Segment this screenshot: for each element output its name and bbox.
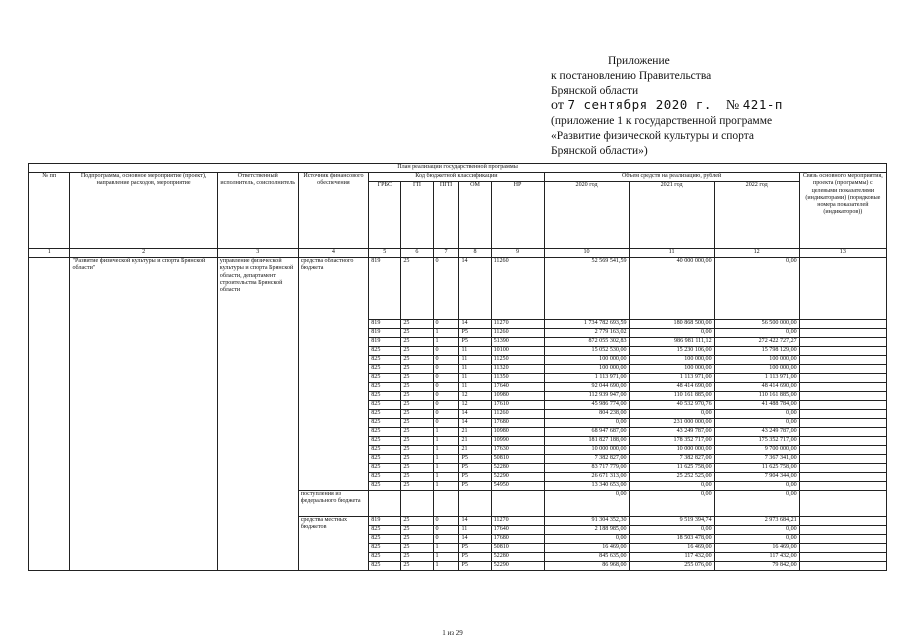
amount-2020-cell: 26 671 313,00: [544, 473, 629, 482]
om-cell: [459, 491, 491, 517]
amount-2021-cell: 110 161 885,00: [629, 392, 714, 401]
gp-cell: 25: [401, 410, 433, 419]
col-number: 13: [799, 249, 886, 258]
amount-2021-cell: 10 000 000,00: [629, 446, 714, 455]
amount-2021-cell: 0,00: [629, 526, 714, 535]
pgp-cell: 0: [433, 320, 459, 329]
amount-2021-cell: 7 382 827,00: [629, 455, 714, 464]
amount-2022-cell: 79 842,00: [714, 562, 799, 571]
amount-2020-cell: 845 635,00: [544, 553, 629, 562]
amount-2021-cell: 0,00: [629, 491, 714, 517]
np-cell: 17640: [491, 526, 544, 535]
amount-2021-cell: 180 868 500,00: [629, 320, 714, 329]
pgp-cell: 0: [433, 410, 459, 419]
amount-2022-cell: 48 414 690,00: [714, 383, 799, 392]
amount-2021-cell: 18 503 478,00: [629, 535, 714, 544]
amount-2020-cell: 181 827 188,00: [544, 437, 629, 446]
col-number: 4: [298, 249, 369, 258]
col-number: 10: [544, 249, 629, 258]
om-cell: 14: [459, 517, 491, 526]
np-cell: 10100: [491, 347, 544, 356]
grbs-cell: 819: [369, 517, 401, 526]
link-cell: [799, 535, 886, 544]
amount-2021-cell: 1 113 971,00: [629, 374, 714, 383]
pgp-cell: 0: [433, 258, 459, 320]
np-cell: 50810: [491, 544, 544, 553]
link-cell: [799, 553, 886, 562]
pgp-cell: 0: [433, 419, 459, 428]
col-gp-header: ГП: [401, 182, 433, 249]
pgp-cell: 0: [433, 526, 459, 535]
np-cell: 11350: [491, 374, 544, 383]
grbs-cell: 825: [369, 419, 401, 428]
source-regional-cell: средства областного бюджета: [298, 258, 369, 491]
amount-2020-cell: 7 382 827,00: [544, 455, 629, 464]
amount-2020-cell: 83 717 779,00: [544, 464, 629, 473]
gp-cell: 25: [401, 455, 433, 464]
amount-2020-cell: 68 947 687,00: [544, 428, 629, 437]
executor-cell: управление физической культуры и спорта Брянской области, департамент строительства Брянской области: [217, 258, 298, 571]
np-cell: 52280: [491, 464, 544, 473]
pgp-cell: 1: [433, 544, 459, 553]
pgp-cell: 1: [433, 562, 459, 571]
amount-2020-cell: 10 000 000,00: [544, 446, 629, 455]
col-number: 2: [70, 249, 217, 258]
np-cell: 17680: [491, 419, 544, 428]
np-cell: 11250: [491, 356, 544, 365]
om-cell: 11: [459, 383, 491, 392]
col-link-header: Связь основного мероприятия, проекта (программы) с целевыми показателями (индикаторами) (порядковые номера показателей (индикаторов)): [799, 173, 886, 249]
row-num-cell: [29, 258, 70, 571]
col-executor-header: Ответственный исполнитель, соисполнитель: [217, 173, 298, 249]
grbs-cell: 825: [369, 562, 401, 571]
np-cell: [491, 491, 544, 517]
grbs-cell: 825: [369, 544, 401, 553]
pgp-cell: 1: [433, 464, 459, 473]
np-cell: 17610: [491, 401, 544, 410]
grbs-cell: 825: [369, 347, 401, 356]
gp-cell: 25: [401, 401, 433, 410]
amount-2020-cell: 872 055 302,83: [544, 338, 629, 347]
np-cell: 52290: [491, 473, 544, 482]
table-title: План реализации государственной программы: [29, 164, 887, 173]
om-cell: 21: [459, 437, 491, 446]
om-cell: P5: [459, 544, 491, 553]
link-cell: [799, 410, 886, 419]
amount-2022-cell: 0,00: [714, 258, 799, 320]
amount-2021-cell: 231 000 000,00: [629, 419, 714, 428]
col-np-header: НР: [491, 182, 544, 249]
om-cell: 11: [459, 356, 491, 365]
amount-2021-cell: 0,00: [629, 410, 714, 419]
column-number-row: [29, 249, 887, 258]
om-cell: 14: [459, 258, 491, 320]
amount-2020-cell: 0,00: [544, 535, 629, 544]
gp-cell: 25: [401, 258, 433, 320]
col-number: 5: [369, 249, 401, 258]
np-cell: 52290: [491, 562, 544, 571]
np-cell: 17630: [491, 446, 544, 455]
amount-2022-cell: 272 422 727,27: [714, 338, 799, 347]
header-line-2: к постановлению Правительства: [551, 69, 712, 82]
om-cell: 14: [459, 419, 491, 428]
link-cell: [799, 562, 886, 571]
grbs-cell: 825: [369, 401, 401, 410]
np-cell: 10980: [491, 428, 544, 437]
amount-2021-cell: 0,00: [629, 482, 714, 491]
om-cell: P5: [459, 482, 491, 491]
gp-cell: 25: [401, 562, 433, 571]
amount-2022-cell: 117 432,00: [714, 553, 799, 562]
amount-2021-cell: 15 230 106,00: [629, 347, 714, 356]
np-cell: 11260: [491, 258, 544, 320]
col-number: 12: [714, 249, 799, 258]
col-name-header: Подпрограмма, основное мероприятие (проект), направление расходов, мероприятие: [70, 173, 217, 249]
date-handwritten: 7 сентября 2020 г.: [567, 97, 712, 113]
pgp-cell: 1: [433, 482, 459, 491]
np-cell: 11260: [491, 410, 544, 419]
col-num-header: № пп: [29, 173, 70, 249]
amount-2022-cell: 175 352 717,00: [714, 437, 799, 446]
grbs-cell: 819: [369, 338, 401, 347]
gp-cell: [401, 491, 433, 517]
col-source-header: Источник финансового обеспечения: [298, 173, 369, 249]
pgp-cell: 0: [433, 374, 459, 383]
amount-2021-cell: 16 469,00: [629, 544, 714, 553]
gp-cell: 25: [401, 517, 433, 526]
amount-2020-cell: 91 304 352,30: [544, 517, 629, 526]
pgp-cell: 0: [433, 517, 459, 526]
gp-cell: 25: [401, 338, 433, 347]
date-prefix: от: [551, 98, 564, 114]
amount-2021-cell: 100 000,00: [629, 365, 714, 374]
col-2021-header: 2021 год: [629, 182, 714, 249]
grbs-cell: 825: [369, 428, 401, 437]
om-cell: P5: [459, 473, 491, 482]
grbs-cell: 825: [369, 455, 401, 464]
np-cell: 10990: [491, 437, 544, 446]
om-cell: P5: [459, 455, 491, 464]
gp-cell: 25: [401, 544, 433, 553]
om-cell: 11: [459, 526, 491, 535]
amount-2020-cell: 52 569 541,59: [544, 258, 629, 320]
col-2020-header: 2020 год: [544, 182, 629, 249]
table-row: [29, 258, 887, 320]
gp-cell: 25: [401, 374, 433, 383]
pgp-cell: 1: [433, 428, 459, 437]
amount-2022-cell: 56 500 000,00: [714, 320, 799, 329]
om-cell: 21: [459, 428, 491, 437]
gp-cell: 25: [401, 419, 433, 428]
grbs-cell: 825: [369, 365, 401, 374]
link-cell: [799, 347, 886, 356]
gp-cell: 25: [401, 383, 433, 392]
amount-2020-cell: 2 188 985,00: [544, 526, 629, 535]
pgp-cell: 1: [433, 553, 459, 562]
amount-2022-cell: 0,00: [714, 535, 799, 544]
link-cell: [799, 392, 886, 401]
np-cell: 11270: [491, 320, 544, 329]
np-cell: 52280: [491, 553, 544, 562]
amount-2022-cell: 0,00: [714, 329, 799, 338]
link-cell: [799, 455, 886, 464]
document-header: [551, 54, 881, 159]
link-cell: [799, 517, 886, 526]
np-cell: 17680: [491, 535, 544, 544]
amount-2022-cell: 7 367 341,00: [714, 455, 799, 464]
col-pgp-header: ПГП: [433, 182, 459, 249]
link-cell: [799, 482, 886, 491]
om-cell: P5: [459, 464, 491, 473]
gp-cell: 25: [401, 464, 433, 473]
plan-table: [28, 163, 887, 571]
gp-cell: 25: [401, 356, 433, 365]
link-cell: [799, 338, 886, 347]
grbs-cell: 819: [369, 329, 401, 338]
col-number: 8: [459, 249, 491, 258]
amount-2022-cell: 100 000,00: [714, 356, 799, 365]
source-federal-cell: поступления из федерального бюджета: [298, 491, 369, 517]
amount-2022-cell: 41 488 784,00: [714, 401, 799, 410]
pgp-cell: 1: [433, 329, 459, 338]
amount-2020-cell: 13 340 653,00: [544, 482, 629, 491]
grbs-cell: 825: [369, 473, 401, 482]
om-cell: P5: [459, 329, 491, 338]
link-cell: [799, 365, 886, 374]
amount-2022-cell: 11 625 758,00: [714, 464, 799, 473]
col-number: 11: [629, 249, 714, 258]
amount-2021-cell: 986 981 111,12: [629, 338, 714, 347]
amount-2022-cell: 0,00: [714, 410, 799, 419]
pgp-cell: 0: [433, 535, 459, 544]
amount-2022-cell: 110 161 885,00: [714, 392, 799, 401]
amount-2022-cell: 0,00: [714, 419, 799, 428]
gp-cell: 25: [401, 347, 433, 356]
gp-cell: 25: [401, 553, 433, 562]
om-cell: P5: [459, 338, 491, 347]
link-cell: [799, 526, 886, 535]
amount-2021-cell: 9 519 394,74: [629, 517, 714, 526]
col-number: 3: [217, 249, 298, 258]
link-cell: [799, 374, 886, 383]
pgp-cell: 1: [433, 338, 459, 347]
pgp-cell: 0: [433, 383, 459, 392]
volume-group-header: Объем средств на реализацию, рублей: [544, 173, 799, 182]
number-label: №: [725, 98, 740, 114]
gp-cell: 25: [401, 535, 433, 544]
grbs-cell: 819: [369, 320, 401, 329]
om-cell: 11: [459, 347, 491, 356]
grbs-cell: 825: [369, 526, 401, 535]
om-cell: P5: [459, 562, 491, 571]
amount-2021-cell: 117 432,00: [629, 553, 714, 562]
amount-2022-cell: 7 904 344,00: [714, 473, 799, 482]
gp-cell: 25: [401, 428, 433, 437]
om-cell: 14: [459, 535, 491, 544]
gp-cell: 25: [401, 473, 433, 482]
header-line-3: Брянской области: [551, 84, 639, 97]
om-cell: 12: [459, 401, 491, 410]
grbs-cell: 819: [369, 258, 401, 320]
amount-2022-cell: 16 469,00: [714, 544, 799, 553]
pgp-cell: 0: [433, 347, 459, 356]
gp-cell: 25: [401, 446, 433, 455]
amount-2021-cell: 11 625 758,00: [629, 464, 714, 473]
amount-2022-cell: 0,00: [714, 491, 799, 517]
link-cell: [799, 446, 886, 455]
grbs-cell: 825: [369, 383, 401, 392]
link-cell: [799, 258, 886, 320]
grbs-cell: 825: [369, 410, 401, 419]
link-cell: [799, 464, 886, 473]
om-cell: P5: [459, 553, 491, 562]
amount-2022-cell: 43 249 787,00: [714, 428, 799, 437]
grbs-cell: 825: [369, 356, 401, 365]
gp-cell: 25: [401, 329, 433, 338]
link-cell: [799, 329, 886, 338]
amount-2020-cell: 0,00: [544, 419, 629, 428]
np-cell: 54950: [491, 482, 544, 491]
amount-2022-cell: 9 700 000,00: [714, 446, 799, 455]
amount-2021-cell: 43 249 787,00: [629, 428, 714, 437]
grbs-cell: 825: [369, 392, 401, 401]
amount-2020-cell: 16 469,00: [544, 544, 629, 553]
link-cell: [799, 320, 886, 329]
grbs-cell: [369, 491, 401, 517]
grbs-cell: 825: [369, 553, 401, 562]
amount-2020-cell: 100 000,00: [544, 356, 629, 365]
amount-2020-cell: 112 939 947,00: [544, 392, 629, 401]
col-om-header: ОМ: [459, 182, 491, 249]
om-cell: 12: [459, 392, 491, 401]
amount-2022-cell: 0,00: [714, 526, 799, 535]
amount-2021-cell: 178 352 717,00: [629, 437, 714, 446]
link-cell: [799, 437, 886, 446]
amount-2021-cell: 100 000,00: [629, 356, 714, 365]
source-local-cell: средства местных бюджетов: [298, 517, 369, 571]
code-group-header: Код бюджетной классификации: [369, 173, 544, 182]
np-cell: 11270: [491, 517, 544, 526]
grbs-cell: 825: [369, 482, 401, 491]
col-2022-header: 2022 год: [714, 182, 799, 249]
header-line-1: Приложение: [608, 55, 670, 67]
link-cell: [799, 383, 886, 392]
gp-cell: 25: [401, 320, 433, 329]
amount-2020-cell: 92 044 690,00: [544, 383, 629, 392]
amount-2022-cell: 2 973 684,21: [714, 517, 799, 526]
np-cell: 17640: [491, 383, 544, 392]
pgp-cell: [433, 491, 459, 517]
om-cell: 11: [459, 365, 491, 374]
pgp-cell: 0: [433, 356, 459, 365]
amount-2020-cell: 804 238,00: [544, 410, 629, 419]
om-cell: 21: [459, 446, 491, 455]
header-line-5: «Развитие физической культуры и спорта: [551, 129, 754, 142]
pgp-cell: 1: [433, 473, 459, 482]
np-cell: 50810: [491, 455, 544, 464]
link-cell: [799, 401, 886, 410]
amount-2020-cell: 1 113 971,00: [544, 374, 629, 383]
amount-2021-cell: 255 076,00: [629, 562, 714, 571]
number-handwritten: 421-п: [742, 97, 783, 113]
pgp-cell: 1: [433, 446, 459, 455]
gp-cell: 25: [401, 392, 433, 401]
gp-cell: 25: [401, 526, 433, 535]
amount-2022-cell: 15 798 129,00: [714, 347, 799, 356]
om-cell: 11: [459, 374, 491, 383]
pgp-cell: 0: [433, 365, 459, 374]
gp-cell: 25: [401, 365, 433, 374]
col-grbs-header: ГРБС: [369, 182, 401, 249]
link-cell: [799, 428, 886, 437]
amount-2022-cell: 0,00: [714, 482, 799, 491]
link-cell: [799, 419, 886, 428]
amount-2022-cell: 1 113 971,00: [714, 374, 799, 383]
grbs-cell: 825: [369, 374, 401, 383]
grbs-cell: 825: [369, 535, 401, 544]
pgp-cell: 1: [433, 455, 459, 464]
page-number: 1 из 29: [442, 629, 463, 637]
col-number: 9: [491, 249, 544, 258]
om-cell: 14: [459, 410, 491, 419]
amount-2020-cell: 86 968,00: [544, 562, 629, 571]
header-date-line: [551, 98, 881, 114]
amount-2021-cell: 40 532 970,76: [629, 401, 714, 410]
link-cell: [799, 544, 886, 553]
col-number: 7: [433, 249, 459, 258]
gp-cell: 25: [401, 482, 433, 491]
amount-2020-cell: 2 779 163,02: [544, 329, 629, 338]
col-number: 6: [401, 249, 433, 258]
amount-2021-cell: 25 252 525,00: [629, 473, 714, 482]
om-cell: 14: [459, 320, 491, 329]
amount-2020-cell: 100 000,00: [544, 365, 629, 374]
grbs-cell: 825: [369, 446, 401, 455]
amount-2021-cell: 0,00: [629, 329, 714, 338]
link-cell: [799, 491, 886, 517]
np-cell: 11260: [491, 329, 544, 338]
link-cell: [799, 473, 886, 482]
link-cell: [799, 356, 886, 365]
header-line-6: Брянской области»): [551, 144, 648, 157]
amount-2022-cell: 100 000,00: [714, 365, 799, 374]
program-name-cell: "Развитие физической культуры и спорта Брянской области": [70, 258, 217, 571]
col-number: 1: [29, 249, 70, 258]
amount-2020-cell: 1 734 782 693,59: [544, 320, 629, 329]
np-cell: 51390: [491, 338, 544, 347]
pgp-cell: 1: [433, 437, 459, 446]
amount-2020-cell: 0,00: [544, 491, 629, 517]
np-cell: 10980: [491, 392, 544, 401]
gp-cell: 25: [401, 437, 433, 446]
header-line-4: (приложение 1 к государственной программе: [551, 115, 773, 128]
grbs-cell: 825: [369, 464, 401, 473]
amount-2020-cell: 45 986 774,00: [544, 401, 629, 410]
grbs-cell: 825: [369, 437, 401, 446]
pgp-cell: 0: [433, 392, 459, 401]
amount-2021-cell: 40 000 000,00: [629, 258, 714, 320]
amount-2020-cell: 15 052 530,00: [544, 347, 629, 356]
np-cell: 11320: [491, 365, 544, 374]
pgp-cell: 0: [433, 401, 459, 410]
amount-2021-cell: 48 414 690,00: [629, 383, 714, 392]
